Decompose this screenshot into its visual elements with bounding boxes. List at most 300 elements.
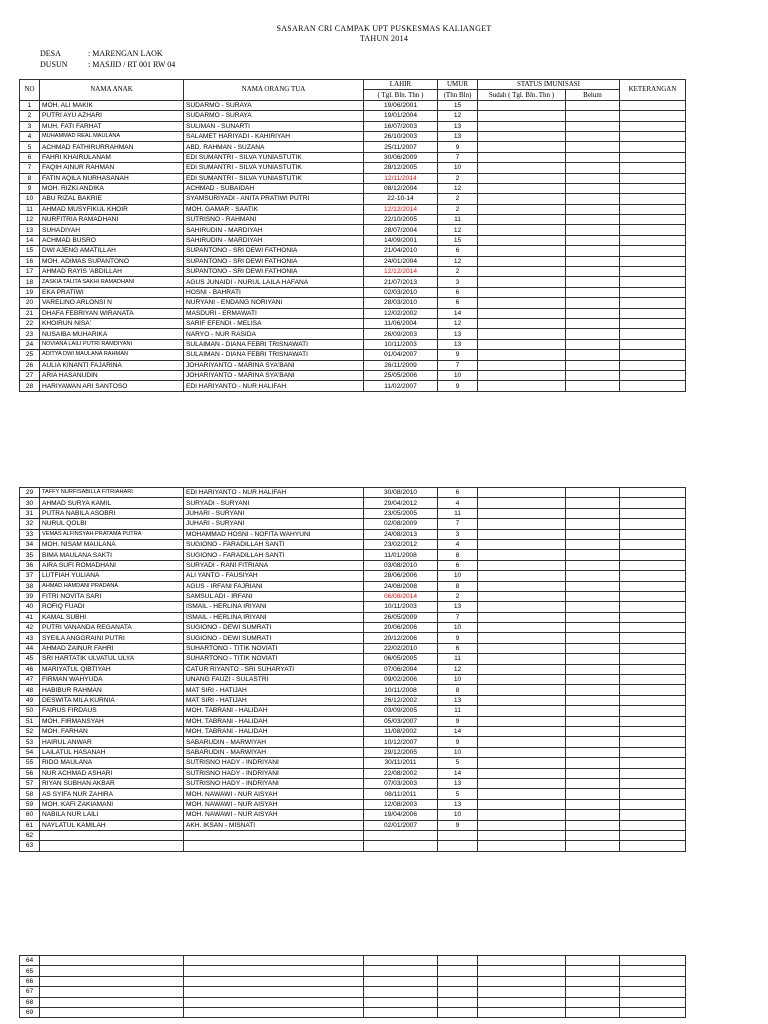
row-no: 68	[20, 997, 40, 1007]
row-keterangan	[620, 956, 686, 966]
row-keterangan	[620, 778, 686, 788]
row-no: 16	[20, 256, 40, 266]
table-row	[20, 370, 686, 380]
row-umur: 8	[438, 550, 478, 560]
row-umur: 12	[438, 318, 478, 328]
row-sudah	[478, 360, 566, 370]
row-lahir: 10/11/2003	[364, 602, 438, 612]
row-sudah	[478, 163, 566, 173]
row-keterangan	[620, 675, 686, 685]
row-no: 46	[20, 664, 40, 674]
row-belum	[566, 287, 620, 297]
row-nama-ortu: SABARUDIN - MARWIYAH	[184, 747, 364, 757]
row-sudah	[478, 956, 566, 966]
row-keterangan	[620, 111, 686, 121]
row-lahir: 06/05/2005	[364, 654, 438, 664]
table-row	[20, 675, 686, 685]
row-keterangan	[620, 560, 686, 570]
row-umur: 11	[438, 706, 478, 716]
row-nama-anak: MOH. NISAM MAULANA	[40, 539, 184, 549]
row-nama-anak: AHMAD MUSYFIKUL KHOIR	[40, 204, 184, 214]
row-keterangan	[620, 830, 686, 840]
row-umur: 9	[438, 820, 478, 830]
row-umur	[438, 987, 478, 997]
row-lahir: 30/06/2009	[364, 152, 438, 162]
row-nama-ortu	[184, 841, 364, 851]
row-nama-ortu: SUTRISNO - RAHMANI	[184, 215, 364, 225]
row-sudah	[478, 308, 566, 318]
row-nama-anak: FAIRUS FIRDAUS	[40, 706, 184, 716]
row-sudah	[478, 830, 566, 840]
row-sudah	[478, 675, 566, 685]
table-row	[20, 381, 686, 391]
row-nama-ortu: SUDARMO - SURAYA	[184, 111, 364, 121]
row-umur: 10	[438, 571, 478, 581]
row-keterangan	[620, 215, 686, 225]
row-no: 15	[20, 246, 40, 256]
row-nama-anak: ZASKIA TALITA SAKHI RAMADHANI	[40, 277, 184, 287]
row-no: 56	[20, 768, 40, 778]
row-umur: 13	[438, 799, 478, 809]
table-row	[20, 215, 686, 225]
row-no: 58	[20, 789, 40, 799]
row-nama-ortu: MASDURI - ERMAWATI	[184, 308, 364, 318]
row-no: 41	[20, 612, 40, 622]
row-umur: 7	[438, 152, 478, 162]
table-row	[20, 308, 686, 318]
row-nama-ortu: AGUS JUNAIDI - NURUL LAILA HAFANA	[184, 277, 364, 287]
table-row	[20, 152, 686, 162]
row-nama-anak: AULIA KINANTI FAJARINA	[40, 360, 184, 370]
row-umur: 9	[438, 716, 478, 726]
table-row	[20, 235, 686, 245]
row-no: 60	[20, 810, 40, 820]
row-belum	[566, 215, 620, 225]
table-row	[20, 256, 686, 266]
row-nama-ortu: SUPANTONO - SRI DEWI FATHONIA	[184, 256, 364, 266]
row-sudah	[478, 643, 566, 653]
row-lahir: 11/01/2008	[364, 550, 438, 560]
row-belum	[566, 173, 620, 183]
row-nama-anak: BIMA MAULANA SAKTI	[40, 550, 184, 560]
row-nama-ortu: UNANG FAUZI - SULASTRI	[184, 675, 364, 685]
row-nama-anak	[40, 987, 184, 997]
row-nama-ortu: JUHARI - SURYANI	[184, 508, 364, 518]
row-nama-ortu: SULAIMAN - DIANA FEBRI TRISNAWATI	[184, 339, 364, 349]
row-nama-ortu: SUTRISNO HADY - INDRIYANI	[184, 778, 364, 788]
row-belum	[566, 581, 620, 591]
table-row	[20, 318, 686, 328]
row-lahir: 09/02/2006	[364, 675, 438, 685]
row-belum	[566, 550, 620, 560]
row-nama-anak	[40, 1007, 184, 1017]
row-sudah	[478, 519, 566, 529]
row-belum	[566, 183, 620, 193]
row-nama-ortu: SYAMSURIYADI - ANITA PRATIWI PUTRI	[184, 194, 364, 204]
row-belum	[566, 695, 620, 705]
row-nama-ortu: SUGIONO - FARADILLAH SANTI	[184, 550, 364, 560]
row-nama-anak: KAMAL SUBHI	[40, 612, 184, 622]
row-umur: 12	[438, 183, 478, 193]
row-belum	[566, 163, 620, 173]
row-sudah	[478, 235, 566, 245]
desa-line	[40, 49, 163, 58]
row-nama-anak: VARELINO ARLONSI N	[40, 298, 184, 308]
row-nama-anak	[40, 997, 184, 1007]
row-keterangan	[620, 246, 686, 256]
col-nama-anak: NAMA ANAK	[40, 80, 184, 101]
row-no: 20	[20, 298, 40, 308]
row-umur	[438, 966, 478, 976]
row-lahir: 12/08/2003	[364, 799, 438, 809]
row-nama-ortu: MOH. NAWAWI - NUR AISYAH	[184, 799, 364, 809]
row-keterangan	[620, 100, 686, 110]
table-row	[20, 716, 686, 726]
row-nama-anak: MARIYATUL QIBTIYAH	[40, 664, 184, 674]
row-nama-ortu: SUHARTONO - TITIK NOVIATI	[184, 643, 364, 653]
table-row	[20, 539, 686, 549]
row-sudah	[478, 560, 566, 570]
row-sudah	[478, 976, 566, 986]
row-lahir: 22/02/2010	[364, 643, 438, 653]
row-lahir: 10/11/2003	[364, 339, 438, 349]
row-lahir: 06/08/2014	[364, 591, 438, 601]
table-row	[20, 550, 686, 560]
row-keterangan	[620, 737, 686, 747]
row-nama-ortu: SAHIRUDIN - MARDIYAH	[184, 235, 364, 245]
row-nama-anak: VEMAS ALFINSYAH PRATAMA PUTRA	[40, 529, 184, 539]
table-row	[20, 277, 686, 287]
row-belum	[566, 298, 620, 308]
row-nama-ortu: JOHARIYANTO - MARINA SYA'BANI	[184, 370, 364, 380]
table-row	[20, 298, 686, 308]
row-nama-ortu: AKH. IKSAN - MISNATI	[184, 820, 364, 830]
table-row	[20, 225, 686, 235]
row-no: 35	[20, 550, 40, 560]
table-row	[20, 121, 686, 131]
col-belum: Belum	[566, 90, 620, 100]
row-nama-anak	[40, 841, 184, 851]
table-row	[20, 778, 686, 788]
row-nama-anak: NABILA NUR LAILI	[40, 810, 184, 820]
row-sudah	[478, 339, 566, 349]
row-sudah	[478, 508, 566, 518]
row-umur: 9	[438, 142, 478, 152]
row-belum	[566, 602, 620, 612]
row-nama-ortu: SURYADI - RANI FITRIANA	[184, 560, 364, 570]
row-sudah	[478, 789, 566, 799]
row-umur: 6	[438, 560, 478, 570]
row-belum	[566, 830, 620, 840]
table-row	[20, 997, 686, 1007]
row-umur: 2	[438, 591, 478, 601]
table-row	[20, 529, 686, 539]
row-umur: 10	[438, 623, 478, 633]
table-row	[20, 633, 686, 643]
row-belum	[566, 768, 620, 778]
row-belum	[566, 519, 620, 529]
document-title: SASARAN CRI CAMPAK UPT PUSKESMAS KALIANGET	[276, 24, 492, 33]
row-keterangan	[620, 706, 686, 716]
row-sudah	[478, 571, 566, 581]
table-row	[20, 602, 686, 612]
table-row	[20, 100, 686, 110]
row-umur: 10	[438, 675, 478, 685]
row-nama-ortu: SABARUDIN - MARWIYAH	[184, 737, 364, 747]
row-umur: 5	[438, 789, 478, 799]
row-nama-anak: LAILATUL HASANAH	[40, 747, 184, 757]
row-no: 64	[20, 956, 40, 966]
table-row	[20, 350, 686, 360]
col-no: NO	[20, 80, 40, 101]
row-sudah	[478, 152, 566, 162]
table-row	[20, 758, 686, 768]
row-belum	[566, 370, 620, 380]
row-keterangan	[620, 287, 686, 297]
row-lahir: 26/10/2003	[364, 131, 438, 141]
row-lahir: 22/10/2005	[364, 215, 438, 225]
row-nama-ortu: MOH. TABRANI - HALIDAH	[184, 726, 364, 736]
row-lahir: 28/12/2005	[364, 163, 438, 173]
row-belum	[566, 142, 620, 152]
row-no: 33	[20, 529, 40, 539]
row-nama-ortu: JUHARI - SURYANI	[184, 519, 364, 529]
row-nama-anak: FITRI NOVITA SARI	[40, 591, 184, 601]
row-no: 30	[20, 498, 40, 508]
row-keterangan	[620, 381, 686, 391]
row-lahir: 23/02/2012	[364, 539, 438, 549]
row-sudah	[478, 987, 566, 997]
row-lahir	[364, 976, 438, 986]
row-sudah	[478, 706, 566, 716]
table-row	[20, 966, 686, 976]
row-nama-ortu: SAMSUL ADI - IRFANI	[184, 591, 364, 601]
table-row	[20, 956, 686, 966]
row-umur	[438, 841, 478, 851]
row-nama-anak: HAIRUL ANWAR	[40, 737, 184, 747]
row-sudah	[478, 1007, 566, 1017]
row-nama-anak: PUTRI AYU AZHARI	[40, 111, 184, 121]
row-umur: 2	[438, 267, 478, 277]
table-row	[20, 339, 686, 349]
row-belum	[566, 539, 620, 549]
row-no: 53	[20, 737, 40, 747]
row-keterangan	[620, 976, 686, 986]
row-nama-anak: RIYAN SUBHAN AKBAR	[40, 778, 184, 788]
row-keterangan	[620, 571, 686, 581]
row-keterangan	[620, 318, 686, 328]
row-belum	[566, 747, 620, 757]
row-belum	[566, 716, 620, 726]
row-no: 2	[20, 111, 40, 121]
row-sudah	[478, 267, 566, 277]
row-umur: 8	[438, 581, 478, 591]
row-lahir: 21/07/2013	[364, 277, 438, 287]
row-keterangan	[620, 370, 686, 380]
row-no: 32	[20, 519, 40, 529]
row-sudah	[478, 215, 566, 225]
row-nama-anak: TAFFY NURFISABILLA FITRIAHARI	[40, 488, 184, 498]
row-nama-anak: MOH. FIRMANSYAH	[40, 716, 184, 726]
row-umur: 10	[438, 370, 478, 380]
row-no: 24	[20, 339, 40, 349]
row-sudah	[478, 664, 566, 674]
row-nama-anak: DWI AJENG AMATILLAH	[40, 246, 184, 256]
row-nama-anak: MUHAMMAD REAL MAULANA	[40, 131, 184, 141]
table-row	[20, 173, 686, 183]
table-row	[20, 768, 686, 778]
row-no: 23	[20, 329, 40, 339]
col-nama-ortu: NAMA ORANG TUA	[184, 80, 364, 101]
row-lahir: 24/08/2013	[364, 529, 438, 539]
row-belum	[566, 235, 620, 245]
row-keterangan	[620, 235, 686, 245]
row-nama-ortu: MOH. NAWAWI - NUR AISYAH	[184, 789, 364, 799]
row-no: 44	[20, 643, 40, 653]
row-nama-anak: MOH. KAFI ZAKIAMANI	[40, 799, 184, 809]
row-lahir: 19/04/2006	[364, 810, 438, 820]
col-lahir-sub: ( Tgl. Bln. Thn )	[364, 90, 438, 100]
row-belum	[566, 706, 620, 716]
row-keterangan	[620, 841, 686, 851]
row-keterangan	[620, 768, 686, 778]
row-no: 62	[20, 830, 40, 840]
row-belum	[566, 488, 620, 498]
col-sudah: Sudah ( Tgl. Bln. Thn )	[478, 90, 566, 100]
row-sudah	[478, 820, 566, 830]
table-row	[20, 623, 686, 633]
row-umur: 13	[438, 778, 478, 788]
row-umur: 4	[438, 498, 478, 508]
row-sudah	[478, 225, 566, 235]
table-row	[20, 163, 686, 173]
row-nama-ortu: SUGIONO - DEWI SUMRATI	[184, 633, 364, 643]
row-keterangan	[620, 1007, 686, 1017]
row-lahir: 08/11/2011	[364, 789, 438, 799]
row-lahir	[364, 987, 438, 997]
table-row	[20, 810, 686, 820]
row-no: 48	[20, 685, 40, 695]
row-nama-anak: MOH. FARHAN	[40, 726, 184, 736]
row-nama-anak: LUTFIAH YULIANA	[40, 571, 184, 581]
row-nama-anak: HABIBUR RAHMAN	[40, 685, 184, 695]
row-belum	[566, 381, 620, 391]
row-nama-ortu: MOH. TABRANI - HALIDAH	[184, 706, 364, 716]
row-belum	[566, 560, 620, 570]
row-nama-anak: SRI HARTATIK ULVATUL ULYA	[40, 654, 184, 664]
col-status: STATUS IMUNISASI	[478, 80, 620, 90]
row-belum	[566, 256, 620, 266]
row-umur: 10	[438, 810, 478, 820]
row-belum	[566, 799, 620, 809]
row-no: 18	[20, 277, 40, 287]
row-nama-ortu: EDI SUMANTRI - SILVA YUNIASTUTIK	[184, 163, 364, 173]
row-umur: 9	[438, 381, 478, 391]
row-nama-anak: RIDO MAULANA	[40, 758, 184, 768]
row-keterangan	[620, 602, 686, 612]
row-no: 36	[20, 560, 40, 570]
row-no: 61	[20, 820, 40, 830]
row-belum	[566, 246, 620, 256]
row-umur: 11	[438, 654, 478, 664]
row-nama-anak: FATIN AQILA NURHASANAH	[40, 173, 184, 183]
row-no: 57	[20, 778, 40, 788]
row-belum	[566, 339, 620, 349]
row-belum	[566, 778, 620, 788]
row-nama-anak: AHMAD HAMDANI PRADANA	[40, 581, 184, 591]
row-keterangan	[620, 726, 686, 736]
table-row	[20, 643, 686, 653]
row-nama-ortu: JOHARIYANTO - MARINA SYA'BANI	[184, 360, 364, 370]
row-lahir: 26/09/2003	[364, 329, 438, 339]
row-sudah	[478, 381, 566, 391]
table-row	[20, 706, 686, 716]
row-no: 51	[20, 716, 40, 726]
row-lahir: 26/11/2009	[364, 360, 438, 370]
row-umur: 8	[438, 685, 478, 695]
document-subtitle: TAHUN 2014	[359, 34, 409, 43]
table-row	[20, 329, 686, 339]
row-umur: 10	[438, 163, 478, 173]
row-nama-anak: AHMAD SURYA KAMIL	[40, 498, 184, 508]
row-nama-ortu: CATUR RIYANTO - SRI SUHARYATI	[184, 664, 364, 674]
row-lahir: 03/08/2010	[364, 560, 438, 570]
row-umur: 15	[438, 235, 478, 245]
row-belum	[566, 100, 620, 110]
row-nama-anak: AHMAD RAYIS 'ABDILLAH	[40, 267, 184, 277]
row-no: 45	[20, 654, 40, 664]
table-row	[20, 685, 686, 695]
row-nama-ortu: ACHMAD - SUBAIDAH	[184, 183, 364, 193]
row-nama-ortu	[184, 1007, 364, 1017]
table-row	[20, 287, 686, 297]
row-sudah	[478, 488, 566, 498]
table-row	[20, 183, 686, 193]
row-sudah	[478, 111, 566, 121]
row-sudah	[478, 778, 566, 788]
row-umur: 6	[438, 298, 478, 308]
row-nama-ortu: NURYANI - ENDANG NORIYANI	[184, 298, 364, 308]
row-nama-anak: SUHADIYAH	[40, 225, 184, 235]
row-no: 5	[20, 142, 40, 152]
row-belum	[566, 810, 620, 820]
row-lahir	[364, 830, 438, 840]
row-nama-anak: NURFITRIA RAMADHANI	[40, 215, 184, 225]
row-keterangan	[620, 612, 686, 622]
row-no: 28	[20, 381, 40, 391]
row-no: 31	[20, 508, 40, 518]
table-row	[20, 194, 686, 204]
row-nama-ortu: SULAIMAN - DIANA FEBRI TRISNAWATI	[184, 350, 364, 360]
table-section-1	[19, 79, 686, 392]
row-keterangan	[620, 747, 686, 757]
row-keterangan	[620, 550, 686, 560]
row-umur: 13	[438, 695, 478, 705]
row-belum	[566, 152, 620, 162]
row-nama-anak: AS SYIFA NUR ZAHIRA	[40, 789, 184, 799]
row-belum	[566, 726, 620, 736]
row-umur: 4	[438, 539, 478, 549]
row-no: 55	[20, 758, 40, 768]
row-nama-anak: MOH. RIZKI ANDIKA	[40, 183, 184, 193]
row-keterangan	[620, 695, 686, 705]
row-lahir: 22-10-14	[364, 194, 438, 204]
row-lahir: 03/09/2005	[364, 706, 438, 716]
row-nama-anak: ACHMAD FATHIRURRAHMAN	[40, 142, 184, 152]
row-keterangan	[620, 121, 686, 131]
row-lahir: 29/04/2012	[364, 498, 438, 508]
row-belum	[566, 571, 620, 581]
